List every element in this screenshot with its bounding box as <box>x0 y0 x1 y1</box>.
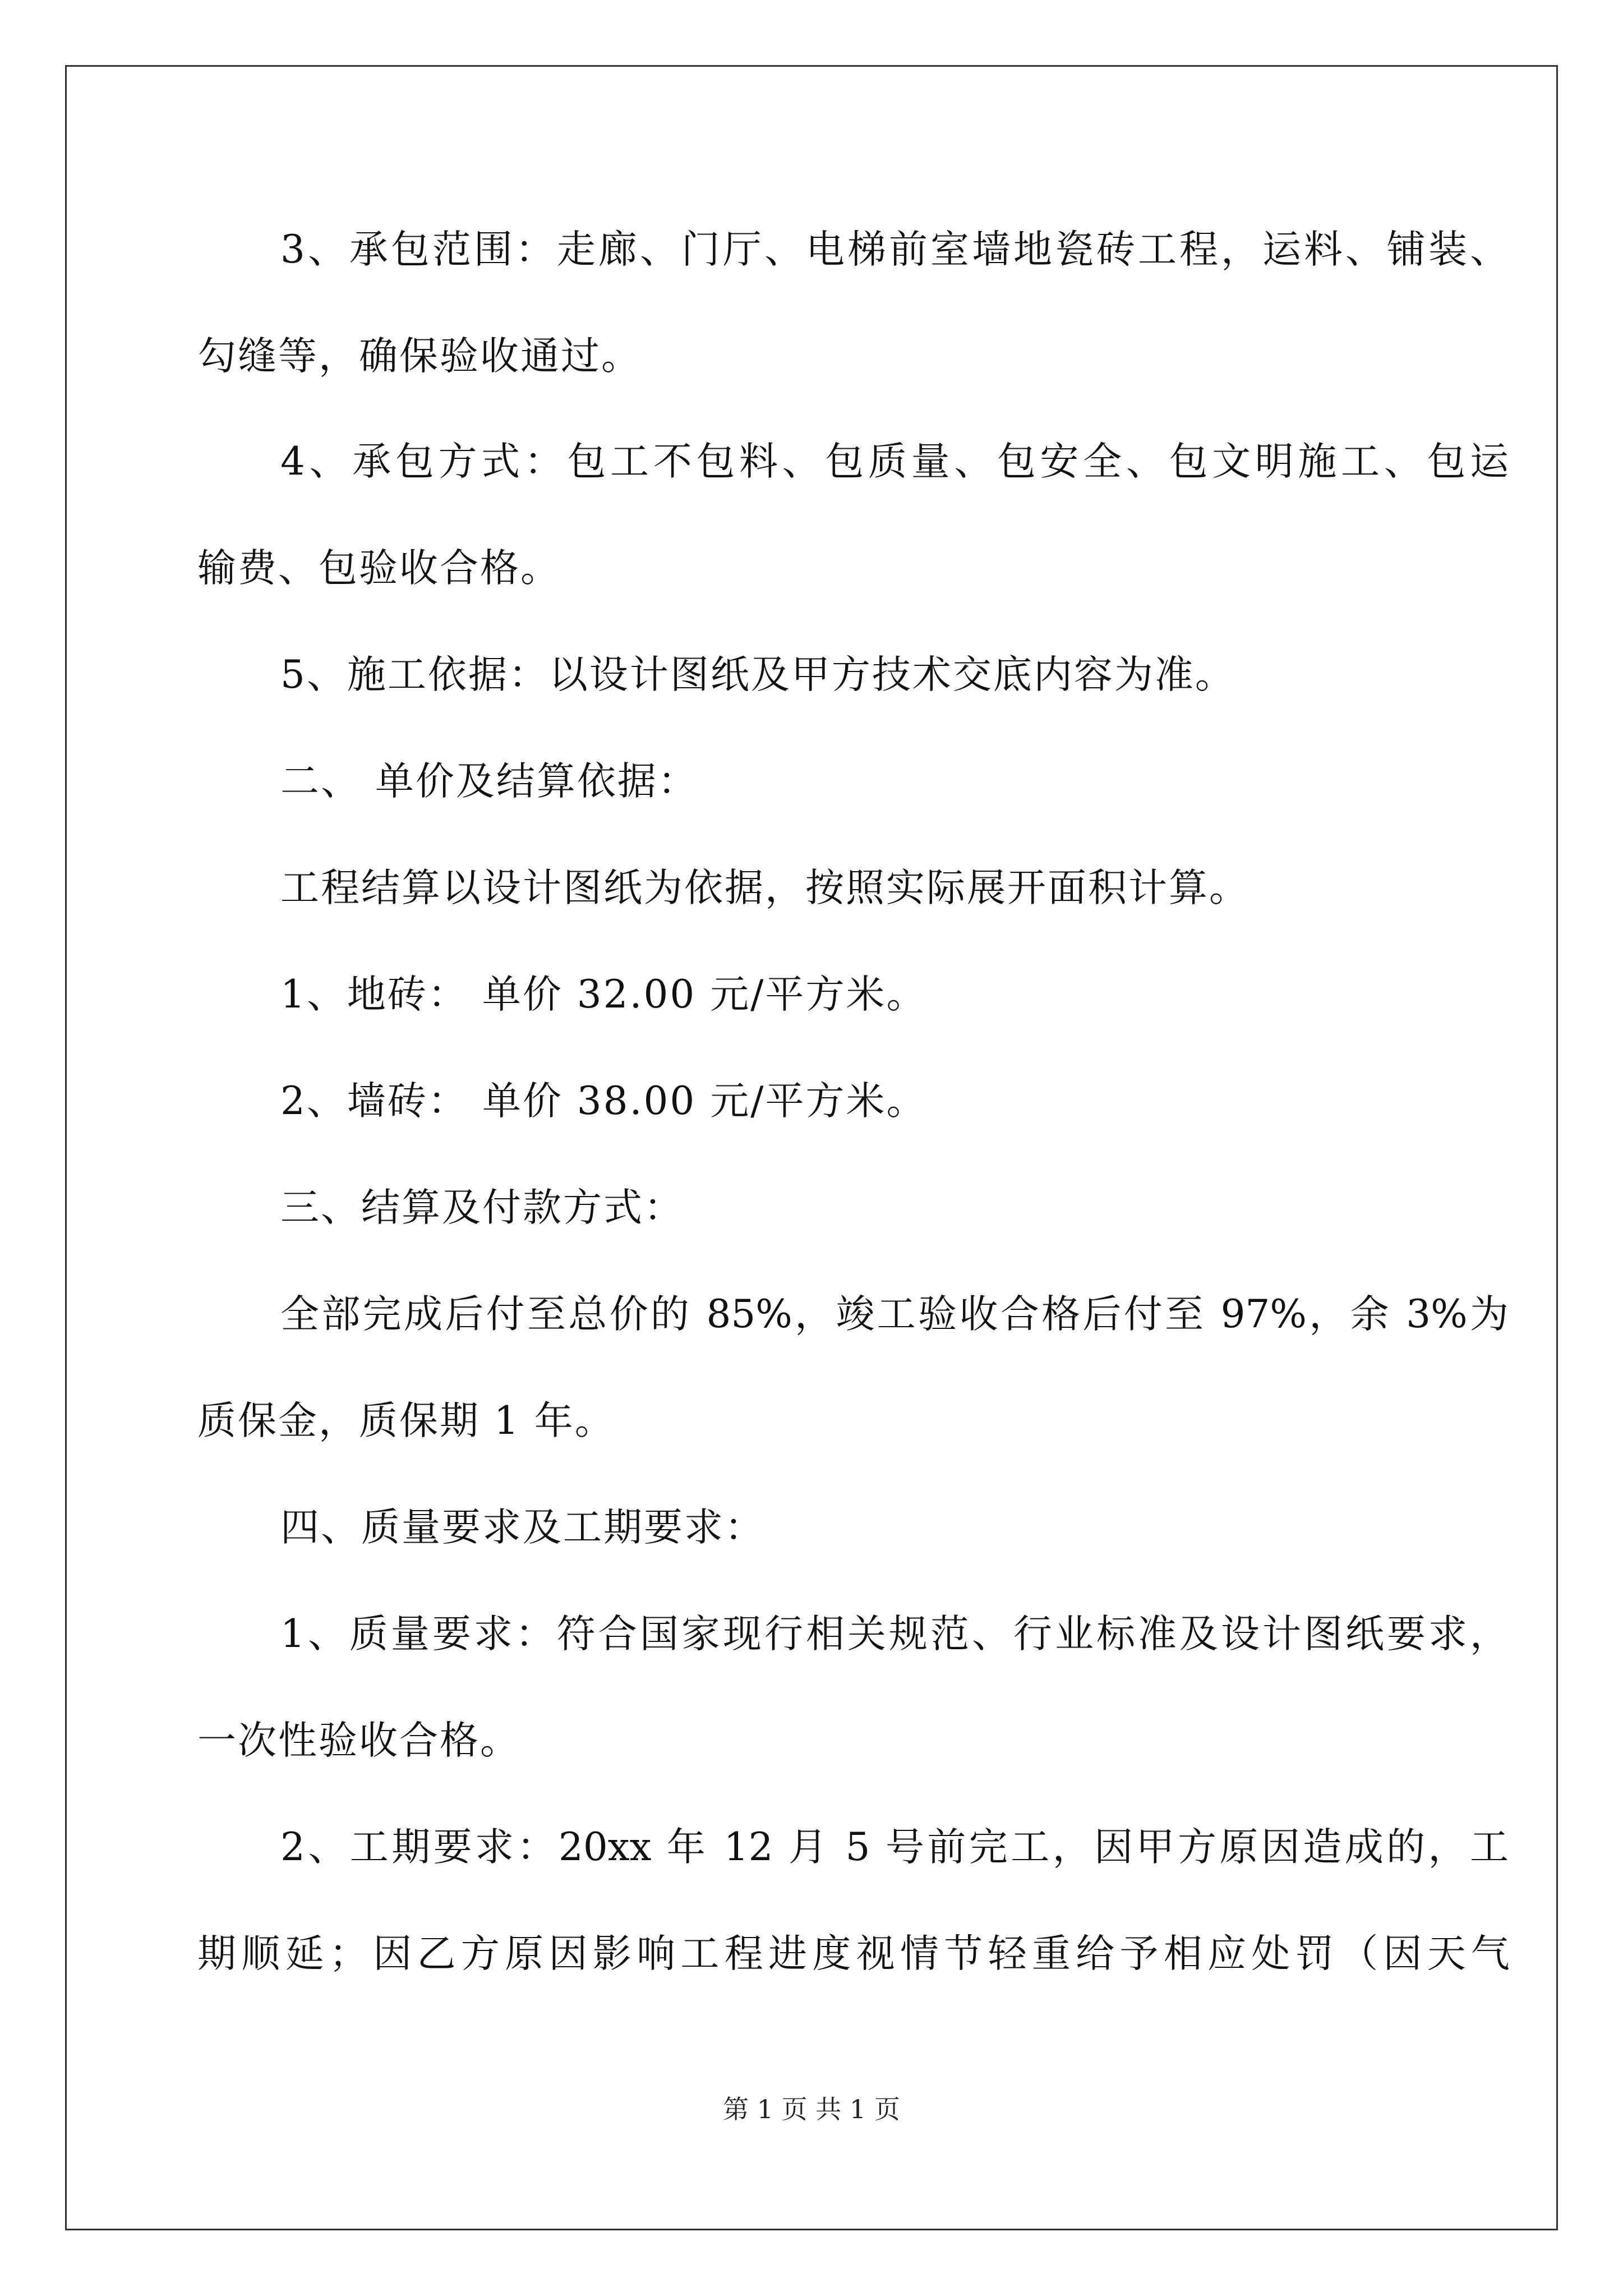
section-heading: 四、质量要求及工期要求： <box>280 1505 765 1550</box>
paragraph-line: 全部完成后付至总价的 85%，竣工验收合格后付至 97%，余 3%为 <box>280 1292 1509 1337</box>
price-line: 1、地砖： 单价 32.00 元/平方米。 <box>280 972 927 1017</box>
paragraph-line: 1、质量要求：符合国家现行相关规范、行业标准及设计图纸要求， <box>280 1612 1509 1657</box>
paragraph-line: 输费、包验收合格。 <box>197 546 561 591</box>
paragraph-line: 工程结算以设计图纸为依据，按照实际展开面积计算。 <box>280 866 1249 910</box>
paragraph-line: 勾缝等，确保验收通过。 <box>197 334 642 379</box>
paragraph-line: 一次性验收合格。 <box>197 1718 520 1763</box>
page-number-footer: 第 1 页 共 1 页 <box>723 2094 900 2124</box>
paragraph-line: 2、工期要求：20xx 年 12 月 5 号前完工，因甲方原因造成的，工 <box>280 1825 1509 1870</box>
section-heading: 二、 单价及结算依据： <box>280 759 698 804</box>
paragraph-line: 3、承包范围：走廊、门厅、电梯前室墙地瓷砖工程，运料、铺装、 <box>280 227 1509 272</box>
paragraph-line: 质保金，质保期 1 年。 <box>197 1398 615 1443</box>
page-border <box>65 65 1558 2230</box>
paragraph-line: 5、施工依据：以设计图纸及甲方技术交底内容为准。 <box>280 652 1235 697</box>
section-heading: 三、结算及付款方式： <box>280 1185 684 1230</box>
paragraph-line: 4、承包方式：包工不包料、包质量、包安全、包文明施工、包运 <box>280 439 1509 484</box>
price-line: 2、墙砖： 单价 38.00 元/平方米。 <box>280 1079 927 1124</box>
paragraph-line: 期顺延；因乙方原因影响工程进度视情节轻重给予相应处罚（因天气 <box>197 1931 1510 1976</box>
